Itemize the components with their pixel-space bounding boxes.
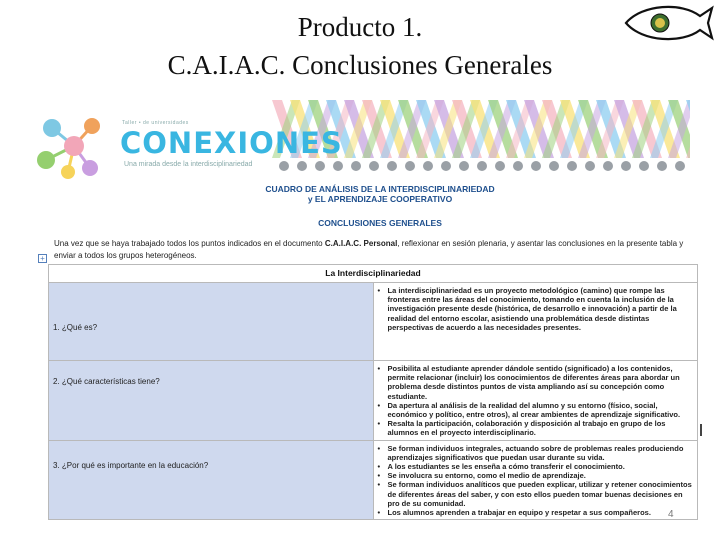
- answer-cell: [373, 283, 698, 361]
- answer-item: • Los alumnos aprenden a trabajar en equipo y respetar a sus compañeros.: [378, 508, 694, 517]
- conclusions-table: [48, 264, 698, 520]
- answer-item: • Se forman individuos integrales, actuando sobre de problemas reales produciendo aprendizajes significativos que puedan usar durante su vida.: [378, 444, 694, 462]
- answer-item: • La interdisciplinariedad es un proyecto metodológico (camino) que rompe las fronteras entre las áreas del conocimiento, tomando en cuenta la inclusión de la investigación presente desde (histórica, de desarrollo e innovación) a partir de la realidad del entorno escolar, asistiendo una problemática desde distintas perspectivas de acuerdo a las necesidades presentes.: [378, 286, 694, 332]
- question-cell: [49, 283, 374, 361]
- banner-dot: [567, 161, 577, 171]
- answer-item: • Se forman individuos analíticos que pueden explicar, utilizar y retener conocimientos de diferentes áreas del saber, y con esto ellos pueden tomar buenas decisiones en pro de su comunidad.: [378, 480, 694, 508]
- banner-dot: [387, 161, 397, 171]
- banner-dot: [405, 161, 415, 171]
- conexiones-top-text: Taller • de universidades: [122, 120, 189, 126]
- banner-dot: [477, 161, 487, 171]
- banner-dot: [549, 161, 559, 171]
- banner-dot: [423, 161, 433, 171]
- page-number: 4: [668, 509, 674, 520]
- answer-cell: [373, 440, 698, 520]
- document-heading-3: CONCLUSIONES GENERALES: [318, 218, 442, 228]
- banner-dot: [459, 161, 469, 171]
- banner-dot: [675, 161, 685, 171]
- banner-dot: [531, 161, 541, 171]
- answer-item: • Da apertura al análisis de la realidad del alumno y su entorno (físico, social, económico y político, entre otros), al crear ambientes de aprendizaje significativo.: [378, 401, 694, 419]
- svg-text:· · · · ·: · · · · ·: [654, 36, 666, 41]
- conexiones-subtitle: Una mirada desde la interdisciplinariedad: [124, 161, 253, 168]
- intro-text-after: , reflexionar en sesión plenaria, y asentar las conclusiones en la presente tabla y enviar a todos los grupos heterogéneos.: [54, 239, 684, 260]
- banner-dot: [333, 161, 343, 171]
- question-cell: [49, 440, 374, 520]
- answer-cell: [373, 361, 698, 441]
- banner-dot: [621, 161, 631, 171]
- banner-dot: [495, 161, 505, 171]
- banner-dot: [351, 161, 361, 171]
- question-cell: [49, 361, 374, 441]
- banner-dot: [441, 161, 451, 171]
- molecule-icon: [30, 112, 114, 182]
- answer-item: • Se involucra su entorno, como el medio de aprendizaje.: [378, 471, 694, 480]
- banner-dot: [639, 161, 649, 171]
- banner-dot: [513, 161, 523, 171]
- intro-text-bold: C.A.I.A.C. Personal: [324, 239, 398, 248]
- answer-item: • Posibilita al estudiante aprender dándole sentido (significado) a los contenidos, permite relacionar (incluir) los conocimientos de diferentes áreas para abordar un problema desde distintos puntos de vista ampliando así su concepción como estudiante.: [378, 364, 694, 401]
- intro-paragraph: [54, 238, 694, 262]
- question-text: 1. ¿Qué es?: [53, 323, 98, 332]
- question-text: 3. ¿Por qué es importante en la educación?: [53, 460, 209, 470]
- table-move-handle[interactable]: +: [38, 254, 47, 263]
- page-title-line-1: Producto 1.: [297, 12, 423, 42]
- text-cursor-mark: [700, 424, 702, 436]
- banner-dot: [297, 161, 307, 171]
- question-text: 2. ¿Qué características tiene?: [53, 377, 160, 386]
- banner-dot: [585, 161, 595, 171]
- conexiones-wordmark: CONEXIONES: [120, 126, 343, 160]
- document-heading-2: y EL APRENDIZAJE COOPERATIVO: [307, 194, 453, 204]
- banner-dot: [603, 161, 613, 171]
- document-heading-1: CUADRO DE ANÁLISIS DE LA INTERDISCIPLINARIEDAD: [265, 184, 495, 194]
- conexiones-logo: [30, 108, 343, 188]
- banner-dot: [657, 161, 667, 171]
- banner-dot: [369, 161, 379, 171]
- banner-dot: [279, 161, 289, 171]
- fish-emblem-icon: [622, 2, 716, 44]
- banner-dot: [315, 161, 325, 171]
- answer-item: • Resalta la participación, colaboración y disposición al trabajo en grupo de los alumnos en el proyecto interdisciplinario.: [378, 419, 694, 437]
- intro-text-before: Una vez que se haya trabajado todos los puntos indicados en el documento: [54, 239, 325, 248]
- answer-item: • A los estudiantes se les enseña a cómo transferir el conocimiento.: [378, 462, 694, 471]
- page-title-line-2: C.A.I.A.C. Conclusiones Generales: [167, 50, 553, 80]
- table-header: La Interdisciplinariedad: [49, 265, 698, 283]
